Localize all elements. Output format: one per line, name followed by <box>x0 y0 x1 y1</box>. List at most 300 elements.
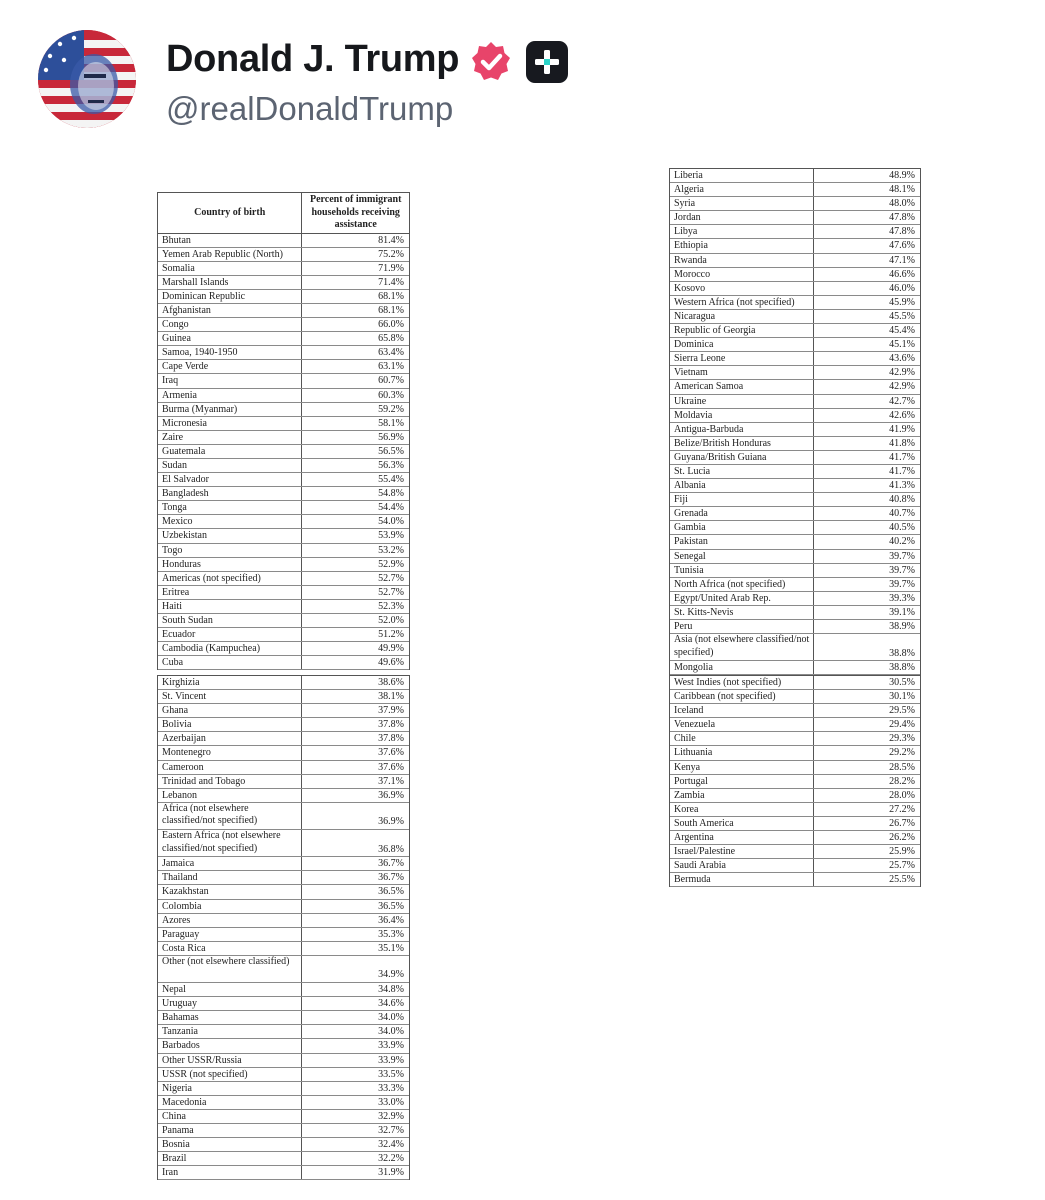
percent-cell: 33.3% <box>378 1082 404 1094</box>
percent-cell: 34.6% <box>378 998 404 1010</box>
percent-cell: 41.7% <box>889 451 915 463</box>
percent-cell: 58.1% <box>378 417 404 429</box>
country-cell: Syria <box>670 197 814 210</box>
percent-cell: 36.9% <box>378 816 404 828</box>
table-row <box>158 732 409 746</box>
table-row <box>158 501 409 515</box>
country-cell: Bolivia <box>158 718 302 731</box>
assistance-table-panel-2 <box>669 168 921 675</box>
country-cell: Yemen Arab Republic (North) <box>158 248 302 261</box>
country-cell: Moldavia <box>670 409 814 422</box>
country-cell: Nicaragua <box>670 310 814 323</box>
country-cell: Albania <box>670 479 814 492</box>
country-cell: Ethiopia <box>670 239 814 252</box>
percent-cell: 29.5% <box>889 705 915 717</box>
table-row <box>670 352 920 366</box>
country-cell: North Africa (not specified) <box>670 578 814 591</box>
percent-cell: 41.7% <box>889 465 915 477</box>
country-cell: Honduras <box>158 558 302 571</box>
avatar[interactable] <box>38 30 136 128</box>
country-cell: Iran <box>158 1166 302 1179</box>
percent-cell: 47.8% <box>889 212 915 224</box>
country-cell: Uruguay <box>158 997 302 1010</box>
country-cell: Vietnam <box>670 366 814 379</box>
table-row <box>670 718 920 732</box>
country-cell: Montenegro <box>158 746 302 759</box>
country-cell: Morocco <box>670 268 814 281</box>
percent-cell: 63.1% <box>378 361 404 373</box>
country-cell: Belize/British Honduras <box>670 437 814 450</box>
table-row <box>670 690 920 704</box>
percent-cell: 40.7% <box>889 508 915 520</box>
table-row <box>158 1039 409 1053</box>
percent-cell: 68.1% <box>378 304 404 316</box>
table-row <box>158 1011 409 1025</box>
percent-cell: 38.6% <box>378 677 404 688</box>
table-row <box>670 746 920 760</box>
percent-cell: 59.2% <box>378 403 404 415</box>
country-cell: Nepal <box>158 983 302 996</box>
country-cell: West Indies (not specified) <box>670 676 814 689</box>
percent-cell: 52.0% <box>378 615 404 627</box>
country-cell: Tunisia <box>670 564 814 577</box>
table-row <box>158 690 409 704</box>
table-row <box>670 831 920 845</box>
table-row <box>158 290 409 304</box>
percent-cell: 28.0% <box>889 789 915 801</box>
percent-cell: 36.9% <box>378 789 404 801</box>
table-row <box>158 487 409 501</box>
table-row <box>670 535 920 549</box>
country-cell: Afghanistan <box>158 304 302 317</box>
country-cell: Barbados <box>158 1039 302 1052</box>
percent-cell: 33.0% <box>378 1096 404 1108</box>
country-cell: Ecuador <box>158 628 302 641</box>
country-cell: Cameroon <box>158 761 302 774</box>
country-cell: Azerbaijan <box>158 732 302 745</box>
table-row <box>158 614 409 628</box>
table-row <box>158 544 409 558</box>
country-cell: Togo <box>158 544 302 557</box>
header-country: Country of birth <box>158 193 302 233</box>
table-row <box>158 346 409 360</box>
percent-cell: 25.5% <box>889 874 915 886</box>
table-row <box>158 1082 409 1096</box>
percent-cell: 55.4% <box>378 474 404 486</box>
percent-cell: 37.6% <box>378 761 404 773</box>
percent-cell: 41.3% <box>889 480 915 492</box>
percent-cell: 49.6% <box>378 657 404 669</box>
percent-cell: 53.9% <box>378 530 404 542</box>
percent-cell: 38.8% <box>889 662 915 674</box>
percent-cell: 32.2% <box>378 1153 404 1165</box>
country-cell: Portugal <box>670 775 814 788</box>
country-cell: China <box>158 1110 302 1123</box>
country-cell: Sierra Leone <box>670 352 814 365</box>
table-row <box>670 296 920 310</box>
table-row <box>670 239 920 253</box>
table-row <box>158 628 409 642</box>
table-row <box>158 529 409 543</box>
percent-cell: 48.0% <box>889 198 915 210</box>
table-row <box>670 803 920 817</box>
country-cell: Eritrea <box>158 586 302 599</box>
percent-cell: 52.7% <box>378 572 404 584</box>
country-cell: Venezuela <box>670 718 814 731</box>
country-cell: Trinidad and Tobago <box>158 775 302 788</box>
table-row <box>670 395 920 409</box>
country-cell: Kosovo <box>670 282 814 295</box>
table-row <box>670 620 920 634</box>
country-cell: Guinea <box>158 332 302 345</box>
percent-cell: 36.8% <box>378 843 404 855</box>
table-row <box>158 445 409 459</box>
table-row <box>158 262 409 276</box>
percent-cell: 40.2% <box>889 536 915 548</box>
table-row <box>670 704 920 718</box>
table-row <box>670 873 920 887</box>
percent-cell: 54.4% <box>378 502 404 514</box>
percent-cell: 48.1% <box>889 184 915 196</box>
percent-cell: 43.6% <box>889 353 915 365</box>
percent-cell: 52.9% <box>378 558 404 570</box>
table-row <box>670 789 920 803</box>
table-row <box>158 885 409 899</box>
table-row <box>670 606 920 620</box>
percent-cell: 75.2% <box>378 248 404 260</box>
percent-cell: 35.1% <box>378 942 404 954</box>
table-row <box>670 859 920 873</box>
percent-cell: 25.9% <box>889 846 915 858</box>
table-row <box>670 676 920 690</box>
table-row <box>158 956 409 983</box>
country-cell: St. Vincent <box>158 690 302 703</box>
country-cell: Somalia <box>158 262 302 275</box>
table-row <box>670 409 920 423</box>
table-row <box>158 459 409 473</box>
table-row <box>158 983 409 997</box>
country-cell: Burma (Myanmar) <box>158 403 302 416</box>
table-row <box>670 211 920 225</box>
percent-cell: 30.1% <box>889 691 915 703</box>
percent-cell: 39.1% <box>889 606 915 618</box>
percent-cell: 68.1% <box>378 290 404 302</box>
table-row <box>158 1166 409 1180</box>
country-cell: El Salvador <box>158 473 302 486</box>
percent-cell: 60.7% <box>378 375 404 387</box>
table-row <box>670 423 920 437</box>
table-row <box>158 704 409 718</box>
table-row <box>158 1068 409 1082</box>
table-row <box>158 600 409 614</box>
country-cell: Caribbean (not specified) <box>670 690 814 703</box>
country-cell: Guatemala <box>158 445 302 458</box>
table-row <box>158 234 409 248</box>
country-cell: Azores <box>158 914 302 927</box>
country-cell: Chile <box>670 732 814 745</box>
country-cell: Iceland <box>670 704 814 717</box>
table-row <box>158 1054 409 1068</box>
percent-cell: 36.5% <box>378 900 404 912</box>
table-row <box>670 775 920 789</box>
country-cell: St. Lucia <box>670 465 814 478</box>
percent-cell: 63.4% <box>378 347 404 359</box>
country-cell: Bahamas <box>158 1011 302 1024</box>
country-cell: Pakistan <box>670 535 814 548</box>
percent-cell: 36.4% <box>378 914 404 926</box>
table-row <box>670 493 920 507</box>
table-row <box>670 479 920 493</box>
table-row <box>670 564 920 578</box>
table-row <box>158 332 409 346</box>
percent-cell: 53.2% <box>378 544 404 556</box>
assistance-table-panel-3 <box>157 675 410 1180</box>
table-row <box>670 761 920 775</box>
table-row <box>670 380 920 394</box>
country-cell: Uzbekistan <box>158 529 302 542</box>
table-row <box>158 360 409 374</box>
table-row <box>158 857 409 871</box>
country-cell: Other USSR/Russia <box>158 1054 302 1067</box>
table-row <box>158 1124 409 1138</box>
percent-cell: 29.3% <box>889 733 915 745</box>
table-row <box>158 1138 409 1152</box>
table-row <box>158 718 409 732</box>
percent-cell: 41.8% <box>889 437 915 449</box>
country-cell: Thailand <box>158 871 302 884</box>
table-row <box>158 403 409 417</box>
table-row <box>158 761 409 775</box>
percent-cell: 42.9% <box>889 381 915 393</box>
percent-cell: 42.6% <box>889 409 915 421</box>
country-cell: Liberia <box>670 169 814 182</box>
percent-cell: 60.3% <box>378 389 404 401</box>
table-row <box>158 997 409 1011</box>
country-cell: Mongolia <box>670 661 814 674</box>
table-row <box>158 1096 409 1110</box>
country-cell: Senegal <box>670 550 814 563</box>
percent-cell: 28.5% <box>889 761 915 773</box>
table-row <box>670 592 920 606</box>
table-row <box>158 803 409 830</box>
avatar-flag-portrait-icon <box>38 30 136 128</box>
percent-cell: 71.4% <box>378 276 404 288</box>
country-cell: Dominican Republic <box>158 290 302 303</box>
percent-cell: 38.1% <box>378 691 404 703</box>
percent-cell: 54.8% <box>378 488 404 500</box>
country-cell: USSR (not specified) <box>158 1068 302 1081</box>
percent-cell: 41.9% <box>889 423 915 435</box>
table-row <box>158 914 409 928</box>
percent-cell: 32.4% <box>378 1139 404 1151</box>
percent-cell: 54.0% <box>378 516 404 528</box>
percent-cell: 47.8% <box>889 226 915 238</box>
table-row <box>670 282 920 296</box>
table-row <box>158 900 409 914</box>
table-row <box>158 830 409 857</box>
table-row <box>670 550 920 564</box>
table-row <box>670 324 920 338</box>
country-cell: Bosnia <box>158 1138 302 1151</box>
country-cell: Eastern Africa (not elsewhere classified/not specified) <box>158 830 302 856</box>
country-cell: Sudan <box>158 459 302 472</box>
percent-cell: 36.7% <box>378 872 404 884</box>
table-row <box>158 1152 409 1166</box>
country-cell: Grenada <box>670 507 814 520</box>
percent-cell: 29.4% <box>889 719 915 731</box>
percent-cell: 56.9% <box>378 431 404 443</box>
table-row <box>158 318 409 332</box>
country-cell: Korea <box>670 803 814 816</box>
percent-cell: 35.3% <box>378 928 404 940</box>
country-cell: Colombia <box>158 900 302 913</box>
country-cell: Antigua-Barbuda <box>670 423 814 436</box>
table-row <box>158 417 409 431</box>
percent-cell: 37.8% <box>378 733 404 745</box>
percent-cell: 42.9% <box>889 367 915 379</box>
table-row <box>670 578 920 592</box>
table-row <box>158 558 409 572</box>
table-row <box>158 871 409 885</box>
country-cell: Gambia <box>670 521 814 534</box>
percent-cell: 37.9% <box>378 705 404 717</box>
country-cell: Zambia <box>670 789 814 802</box>
percent-cell: 37.6% <box>378 747 404 759</box>
table-row <box>670 465 920 479</box>
country-cell: Bermuda <box>670 873 814 886</box>
table-row <box>158 248 409 262</box>
percent-cell: 47.6% <box>889 240 915 252</box>
country-cell: Ghana <box>158 704 302 717</box>
table-row <box>158 374 409 388</box>
country-cell: Israel/Palestine <box>670 845 814 858</box>
country-cell: Ukraine <box>670 395 814 408</box>
table-row <box>158 928 409 942</box>
country-cell: Cambodia (Kampuchea) <box>158 642 302 655</box>
percent-cell: 33.9% <box>378 1040 404 1052</box>
country-cell: Libya <box>670 225 814 238</box>
table-row <box>670 366 920 380</box>
percent-cell: 45.9% <box>889 296 915 308</box>
table-row <box>158 942 409 956</box>
table-row <box>158 642 409 656</box>
percent-cell: 46.0% <box>889 282 915 294</box>
table-row <box>158 586 409 600</box>
percent-cell: 25.7% <box>889 860 915 872</box>
percent-cell: 56.3% <box>378 460 404 471</box>
country-cell: Micronesia <box>158 417 302 430</box>
country-cell: Bhutan <box>158 234 302 247</box>
country-cell: South America <box>670 817 814 830</box>
country-cell: Lebanon <box>158 789 302 802</box>
table-row <box>158 746 409 760</box>
country-cell: Argentina <box>670 831 814 844</box>
percent-cell: 48.9% <box>889 170 915 181</box>
percent-cell: 37.1% <box>378 775 404 787</box>
country-cell: Western Africa (not specified) <box>670 296 814 309</box>
percent-cell: 26.7% <box>889 817 915 829</box>
percent-cell: 56.5% <box>378 445 404 457</box>
country-cell: Rwanda <box>670 254 814 267</box>
percent-cell: 33.9% <box>378 1054 404 1066</box>
country-cell: Asia (not elsewhere classified/not specified) <box>670 634 814 660</box>
percent-cell: 66.0% <box>378 319 404 331</box>
table-row <box>158 656 409 670</box>
table-row <box>670 845 920 859</box>
percent-cell: 38.8% <box>889 647 915 659</box>
percent-cell: 49.9% <box>378 643 404 655</box>
table-row <box>158 572 409 586</box>
table-row <box>670 197 920 211</box>
table-row <box>670 507 920 521</box>
table-row <box>670 437 920 451</box>
table-row <box>158 775 409 789</box>
country-cell: Macedonia <box>158 1096 302 1109</box>
table-row <box>158 789 409 803</box>
table-header <box>158 192 409 234</box>
assistance-table-panel-4 <box>669 675 921 887</box>
country-cell: Algeria <box>670 183 814 196</box>
percent-cell: 34.0% <box>378 1012 404 1024</box>
country-cell: Mexico <box>158 515 302 528</box>
table-row <box>670 225 920 239</box>
percent-cell: 36.5% <box>378 886 404 898</box>
country-cell: Iraq <box>158 374 302 387</box>
table-row <box>158 676 409 690</box>
country-cell: Lithuania <box>670 746 814 759</box>
percent-cell: 30.5% <box>889 677 915 688</box>
header-percent: Percent of immigrant households receiving assistance <box>309 194 402 230</box>
table-row <box>158 1110 409 1124</box>
country-cell: Dominica <box>670 338 814 351</box>
percent-cell: 81.4% <box>378 234 404 246</box>
percent-cell: 28.2% <box>889 775 915 787</box>
table-row <box>670 254 920 268</box>
country-cell: Cape Verde <box>158 360 302 373</box>
verified-badge-icon <box>469 40 513 84</box>
table-row <box>670 521 920 535</box>
percent-cell: 47.1% <box>889 254 915 266</box>
country-cell: Kenya <box>670 761 814 774</box>
user-handle[interactable]: @realDonaldTrump <box>166 90 454 127</box>
percent-cell: 45.1% <box>889 339 915 351</box>
country-cell: American Samoa <box>670 380 814 393</box>
percent-cell: 52.3% <box>378 600 404 612</box>
country-cell: Jamaica <box>158 857 302 870</box>
display-name[interactable]: Donald J. Trump <box>166 38 460 80</box>
percent-cell: 39.7% <box>889 564 915 576</box>
table-row <box>670 169 920 183</box>
table-row <box>670 451 920 465</box>
country-cell: Armenia <box>158 389 302 402</box>
plus-badge-icon <box>525 40 569 84</box>
country-cell: Congo <box>158 318 302 331</box>
percent-cell: 51.2% <box>378 629 404 641</box>
country-cell: Africa (not elsewhere classified/not specified) <box>158 803 302 829</box>
country-cell: Samoa, 1940-1950 <box>158 346 302 359</box>
country-cell: Bangladesh <box>158 487 302 500</box>
table-row <box>670 338 920 352</box>
percent-cell: 33.5% <box>378 1068 404 1080</box>
table-row <box>670 268 920 282</box>
percent-cell: 32.7% <box>378 1125 404 1136</box>
table-row <box>158 1025 409 1039</box>
percent-cell: 71.9% <box>378 262 404 274</box>
percent-cell: 45.5% <box>889 310 915 322</box>
percent-cell: 40.5% <box>889 522 915 534</box>
country-cell: Egypt/United Arab Rep. <box>670 592 814 605</box>
percent-cell: 39.3% <box>889 592 915 604</box>
